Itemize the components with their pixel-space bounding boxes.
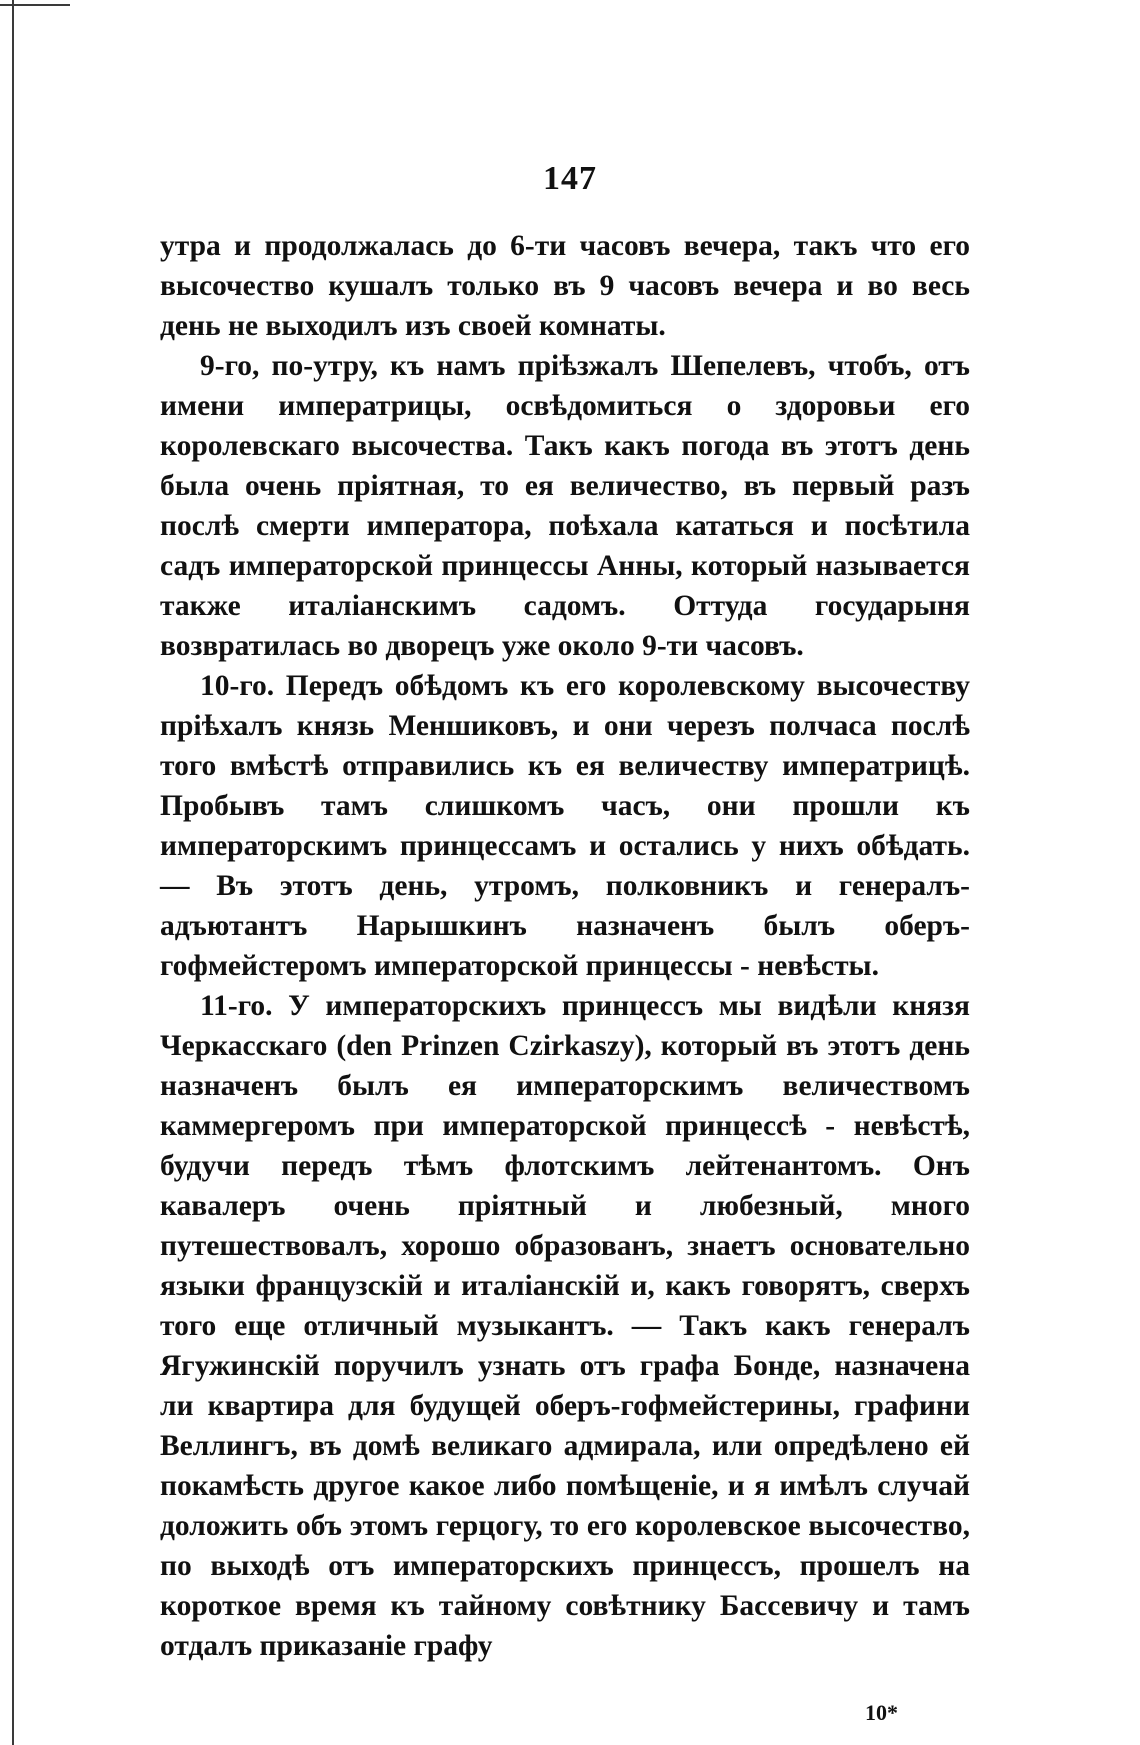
- scan-border-left: [12, 0, 14, 1745]
- paragraph-4: 11-го. У императорскихъ принцессъ мы видѣли князя Черкасскаго (den Prinzen Czirkaszy), который въ этотъ день назначенъ былъ ея императорскимъ величествомъ каммергеромъ при императорской принцессѣ - невѣстѣ, будучи передъ тѣмъ флотскимъ лейтенантомъ. Онъ кавалеръ очень пріятный и любезный, много путешествовалъ, хорошо образованъ, знаетъ основательно языки французскій и италіанскій и, какъ говорятъ, сверхъ того еще отличный музыкантъ. — Такъ какъ генералъ Ягужинскій поручилъ узнать отъ графа Бонде, назначена ли квартира для будущей оберъ-гофмейстерины, графини Веллингъ, въ домѣ великаго адмирала, или опредѣлено ей покамѣсть другое какое либо помѣщеніе, и я имѣлъ случай доложить объ этомъ герцогу, то его королевское высочество, по выходѣ отъ императорскихъ принцессъ, прошелъ на короткое время къ тайному совѣтнику Бассевичу и тамъ отдалъ приказаніе графу: [160, 990, 970, 1662]
- page-number: 147: [543, 160, 597, 197]
- printer-signature-mark: 10*: [865, 1700, 898, 1725]
- scan-border-top: [0, 4, 70, 6]
- paragraph-3: 10-го. Передъ обѣдомъ къ его королевскому высочеству пріѣхалъ князь Меншиковъ, и они черезъ полчаса послѣ того вмѣстѣ отправились къ ея величеству императрицѣ. Пробывъ тамъ слишкомъ часъ, они прошли къ императорскимъ принцессамъ и остались у нихъ обѣдать. — Въ этотъ день, утромъ, полковникъ и генералъ-адъютантъ Нарышкинъ назначенъ былъ оберъ-гофмейстеромъ императорской принцессы - невѣсты.: [160, 670, 970, 982]
- body-text: [160, 226, 970, 1666]
- paragraph-1: утра и продолжалась до 6-ти часовъ вечера, такъ что его высочество кушалъ только въ 9 часовъ вечера и во весь день не выходилъ изъ своей комнаты.: [160, 230, 970, 342]
- paragraph-2: 9-го, по-утру, къ намъ пріѣзжалъ Шепелевъ, чтобъ, отъ имени императрицы, освѣдомиться о здоровьи его королевскаго высочества. Такъ какъ погода въ этотъ день была очень пріятная, то ея величество, въ первый разъ послѣ смерти императора, поѣхала кататься и посѣтила садъ императорской принцессы Анны, который называется также италіанскимъ садомъ. Оттуда государыня возвратилась во дворецъ уже около 9-ти часовъ.: [160, 350, 970, 662]
